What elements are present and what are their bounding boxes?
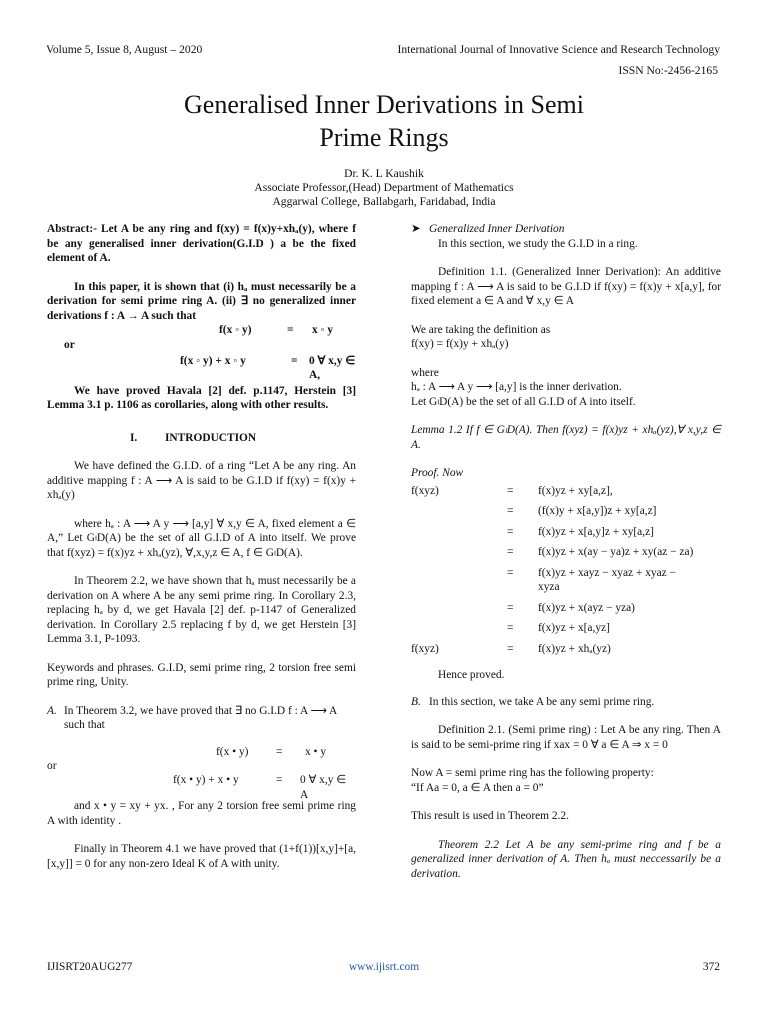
abstract-shown: In this paper, it is shown that (i) hₐ must necessarily be a derivation for semi prime ring A. (ii) ∃ no generalized inner derivations f : A → A such that [47, 280, 356, 322]
intro-paragraph-2: where hₐ : A ⟶ A y ⟶ [a,y] ∀ x,y ∈ A, fixed element a ∈ A,” Let GₗD(A) be the set of all G.I.D of A into itself. We prove that f(xyz) = f(x)yz + xhₐ(yz), ∀,x,y,z ∈ A, f ∈ GₗD(A). [47, 517, 356, 559]
abstract-proved: We have proved Havala [2] def. p.1147, Herstein [3] Lemma 3.1 p. 1106 as corollaries, along with other results. [47, 384, 356, 411]
subsection-intro: In this section, we study the G.I.D in a ring. [438, 237, 638, 250]
list-item-b: B. In this section, we take A be any semi prime ring. [411, 695, 655, 708]
author-affiliation: Aggarwal College, Ballabgarh, Faridabad, India [272, 195, 496, 208]
footer-code: IJISRT20AUG277 [47, 961, 133, 973]
semi-prime-property-statement: “If Aa = 0, a ∈ A then a = 0” [411, 781, 544, 794]
proof-step [411, 621, 721, 636]
proof-step-equals: = [507, 525, 514, 538]
keywords: Keywords and phrases. G.I.D, semi prime ring, 2 torsion free semi prime ring, Unity. [47, 661, 356, 688]
right-column [411, 222, 721, 881]
theorem-2-2: Theorem 2.2 Let A be any semi-prime ring and f be a generalized inner derivation of A. Then hₐ must neccessarily be a derivation. [411, 838, 721, 880]
definition-1-1: Definition 1.1. (Generalized Inner Derivation): An additive mapping f : A ⟶ A is said to be G.I.D if f(xy) = f(x)y + x[a,y], for fixed element a ∈ A and ∀ x,y ∈ A [411, 266, 721, 307]
proof-step-rhs: f(x)yz + xy[a,z], [538, 484, 613, 497]
lemma-1-2: Lemma 1.2 If f ∈ GₗD(A). Then f(xyz) = f(x)yz + xhₐ(yz),∀ x,y,z ∈ A. [411, 424, 721, 451]
footer-website-link[interactable]: www.ijisrt.com [348, 961, 420, 973]
proof-step-rhs: f(x)yz + x(ay − ya)z + xy(az − za) [538, 546, 694, 558]
definition-formula: f(xy) = f(x)y + xhₐ(y) [411, 338, 509, 350]
inner-derivation-def: hₐ : A ⟶ A y ⟶ [a,y] is the inner derivation. [411, 381, 622, 393]
proof-step-equals: = [507, 546, 514, 558]
definition-2-1: Definition 2.1. (Semi prime ring) : Let A be any ring. Then A is said to be semi-prime ring if xax = 0 ∀ a ∈ A ⇒ x = 0 [411, 724, 721, 751]
proof-step-rhs: f(x)yz + xayz − xyaz + xyaz − xyza [538, 566, 676, 593]
result-usage: This result is used in Theorem 2.2. [411, 810, 569, 822]
semi-prime-property: Now A = semi prime ring has the following property: [411, 767, 654, 779]
proof-step-equals: = [507, 601, 514, 614]
proof-step [411, 601, 721, 616]
equation-4: f(x • y) + x • y = 0 ∀ x,y ∈ A [173, 774, 347, 801]
proof-step-lhs [411, 621, 507, 636]
intro-paragraph-1: We have defined the G.I.D. of a ring “Let A be any ring. An additive mapping f : A ⟶ A is said to be G.I.D if f(xy) = f(x)y + xhₐ(y) [47, 460, 356, 501]
proof-step-equals: = [507, 642, 514, 655]
proof-step [411, 545, 721, 560]
proof-step-lhs [411, 601, 507, 616]
proof-step-lhs: f(xyz) [411, 484, 439, 497]
proof-step-lhs: f(xyz) [411, 642, 439, 655]
left-column [47, 222, 356, 871]
intro-paragraph-5: Finally in Theorem 4.1 we have proved that (1+f(1))[x,y]+[a,[x,y]] = 0 for any non-zero Ideal K of A with unity. [47, 843, 356, 870]
hence-proved: Hence proved. [438, 669, 505, 681]
proof-step-rhs: (f(x)y + x[a,y])z + xy[a,z] [538, 505, 657, 517]
proof-steps [411, 484, 721, 657]
proof-step-rhs: f(x)yz + xhₐ(yz) [538, 642, 611, 655]
proof-step-rhs: f(x)yz + x[a,yz] [538, 622, 610, 634]
paper-title-line2: Prime Rings [319, 123, 449, 152]
proof-step [411, 484, 721, 499]
proof-step-lhs [411, 504, 507, 519]
proof-step-lhs [411, 545, 507, 560]
journal-name: International Journal of Innovative Science and Research Technology [397, 43, 720, 56]
intro-paragraph-3: In Theorem 2.2, we have shown that hₐ must necessarily be a derivation on A where A be any semi prime ring. In Corollary 2.3, replacing hₐ by d, we get Havala [2] def. p-1147 of Generalized derivation. In Corollary 2.5 replacing f by d, we get Herstein [3] Lemma 3.1, P-1093. [47, 575, 356, 645]
or-label: or [64, 339, 75, 351]
proof-step-rhs: f(x)yz + x(ayz − yza) [538, 601, 635, 614]
proof-step-equals: = [507, 622, 514, 634]
intro-paragraph-4: and x • y = xy + yx. , For any 2 torsion free semi prime ring A with identity . [47, 800, 356, 827]
proof-step-equals: = [507, 505, 514, 517]
abstract: Abstract:- Let A be any ring and f(xy) = f(x)y+xhₐ(y), where f be any generalised inner derivation(G.I.D ) a be the fixed element of A. [47, 223, 356, 264]
proof-label: Proof. Now [411, 467, 464, 479]
author-position: Associate Professor,(Head) Department of Mathematics [254, 181, 514, 194]
proof-step-lhs [411, 566, 507, 595]
volume-info: Volume 5, Issue 8, August – 2020 [46, 43, 203, 56]
author-name: Dr. K. L Kaushik [344, 167, 424, 180]
equation-3: f(x • y) = x • y [216, 745, 327, 758]
equation-1: f(x ◦ y) = x ◦ y [219, 324, 334, 336]
taking-definition: We are taking the definition as [411, 323, 551, 336]
proof-step-equals: = [507, 484, 514, 497]
equation-2: f(x ◦ y) + x ◦ y = 0 ∀ x,y ∈ A, [180, 354, 356, 381]
where-label: where [411, 366, 439, 379]
list-item-a: A. In Theorem 3.2, we have proved that ∃ no G.I.D f : A ⟶ A such that [47, 704, 337, 731]
subsection-heading: ➤ Generalized Inner Derivation [411, 223, 565, 235]
proof-step-lhs [411, 525, 507, 540]
arrow-bullet-icon: ➤ [411, 223, 421, 235]
issn: ISSN No:-2456-2165 [618, 64, 718, 77]
section-heading-introduction: I. INTRODUCTION [130, 431, 257, 444]
proof-step [411, 504, 721, 519]
paper-title-line1: Generalised Inner Derivations in Semi [184, 90, 584, 119]
or-label-2: or [47, 759, 57, 772]
gid-set-def: Let GₗD(A) be the set of all G.I.D of A into itself. [411, 395, 636, 408]
page-number: 372 [702, 961, 720, 973]
proof-step [411, 566, 721, 595]
proof-step [411, 525, 721, 540]
proof-step [411, 642, 721, 657]
proof-step-rhs: f(x)yz + x[a,y]z + xy[a,z] [538, 525, 654, 538]
proof-step-equals: = [507, 566, 514, 579]
